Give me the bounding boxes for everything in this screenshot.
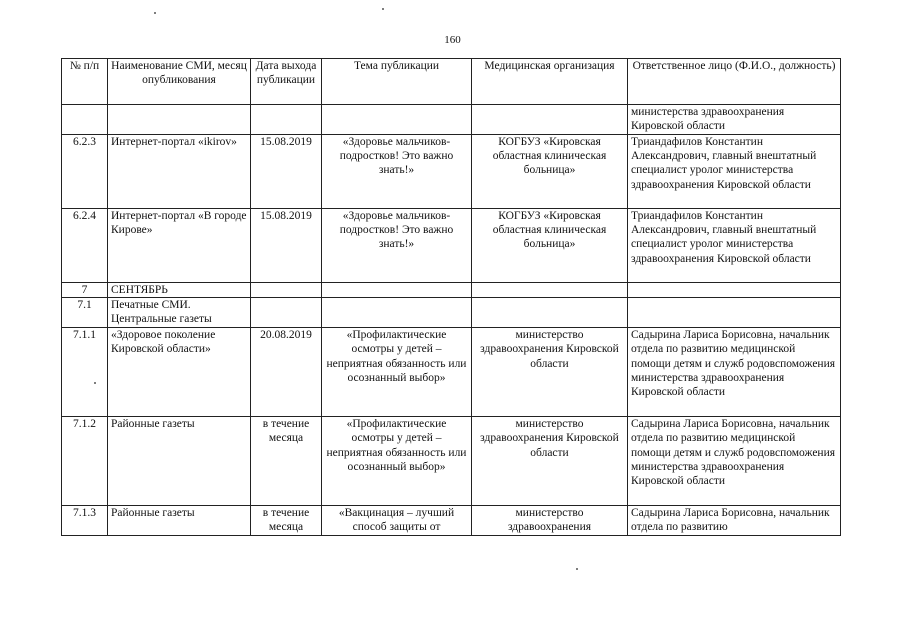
col-header-topic: Тема публикации [322,59,472,105]
row-responsible: Садырина Лариса Борисовна, начальник отдела по развитию медицинской помощи детям и служб родовспоможения министерства здравоохранения Кировской области [628,328,841,417]
row-media: Печатные СМИ. Центральные газеты [108,298,251,328]
col-header-organization: Медицинская организация [472,59,628,105]
row-date: 15.08.2019 [251,135,322,209]
table-row [62,328,841,417]
row-responsible: Садырина Лариса Борисовна, начальник отдела по развитию [628,506,841,536]
col-header-number: № п/п [62,59,108,105]
table-row [62,135,841,209]
row-topic: «Здоровье мальчиков-подростков! Это важно знать!» [322,209,472,283]
scan-speck [382,8,384,10]
row-topic [322,105,472,135]
col-header-responsible: Ответственное лицо (Ф.И.О., должность) [628,59,841,105]
row-responsible: Триандафилов Константин Александрович, главный внештатный специалист уролог министерства здравоохранения Кировской области [628,209,841,283]
scan-speck [154,12,156,14]
row-media: СЕНТЯБРЬ [108,283,251,298]
row-number [62,105,108,135]
row-number: 7.1 [62,298,108,328]
row-responsible: Садырина Лариса Борисовна, начальник отдела по развитию медицинской помощи детям и служб родовспоможения министерства здравоохранения Кировской области [628,417,841,506]
row-number: 7 [62,283,108,298]
row-date: 15.08.2019 [251,209,322,283]
row-media: Интернет-портал «В городе Кирове» [108,209,251,283]
row-date [251,105,322,135]
table-header-row [62,59,841,105]
row-topic: «Профилактические осмотры у детей – неприятная обязанность или осознанный выбор» [322,417,472,506]
row-number: 7.1.1 [62,328,108,417]
table-row [62,105,841,135]
table-row [62,209,841,283]
row-number: 6.2.4 [62,209,108,283]
row-media: Районные газеты [108,506,251,536]
row-organization: министерство здравоохранения Кировской области [472,328,628,417]
row-media: «Здоровое поколение Кировской области» [108,328,251,417]
row-responsible [628,283,841,298]
row-organization: КОГБУЗ «Кировская областная клиническая больница» [472,135,628,209]
row-organization: министерство здравоохранения Кировской области [472,417,628,506]
page-number: 160 [444,34,461,46]
table-row [62,298,841,328]
row-topic: «Вакцинация – лучший способ защиты от [322,506,472,536]
scan-speck [94,382,96,384]
row-organization [472,105,628,135]
row-topic [322,283,472,298]
row-topic: «Здоровье мальчиков-подростков! Это важно знать!» [322,135,472,209]
row-media: Районные газеты [108,417,251,506]
table-row [62,506,841,536]
row-date: в течение месяца [251,506,322,536]
row-topic: «Профилактические осмотры у детей – неприятная обязанность или осознанный выбор» [322,328,472,417]
row-responsible [628,298,841,328]
table-row [62,283,841,298]
scan-speck [576,568,578,570]
row-responsible: министерства здравоохранения Кировской области [628,105,841,135]
row-organization [472,298,628,328]
row-organization: министерство здравоохранения [472,506,628,536]
row-responsible: Триандафилов Константин Александрович, главный внештатный специалист уролог министерства здравоохранения Кировской области [628,135,841,209]
col-header-media: Наименование СМИ, месяц опубликования [108,59,251,105]
row-organization: КОГБУЗ «Кировская областная клиническая больница» [472,209,628,283]
row-media [108,105,251,135]
publications-table [61,58,841,536]
row-topic [322,298,472,328]
row-date: 20.08.2019 [251,328,322,417]
row-media: Интернет-портал «ikirov» [108,135,251,209]
row-date [251,283,322,298]
row-organization [472,283,628,298]
col-header-date: Дата выхода публикации [251,59,322,105]
row-number: 6.2.3 [62,135,108,209]
row-date [251,298,322,328]
row-date: в течение месяца [251,417,322,506]
row-number: 7.1.3 [62,506,108,536]
row-number: 7.1.2 [62,417,108,506]
table-row [62,417,841,506]
